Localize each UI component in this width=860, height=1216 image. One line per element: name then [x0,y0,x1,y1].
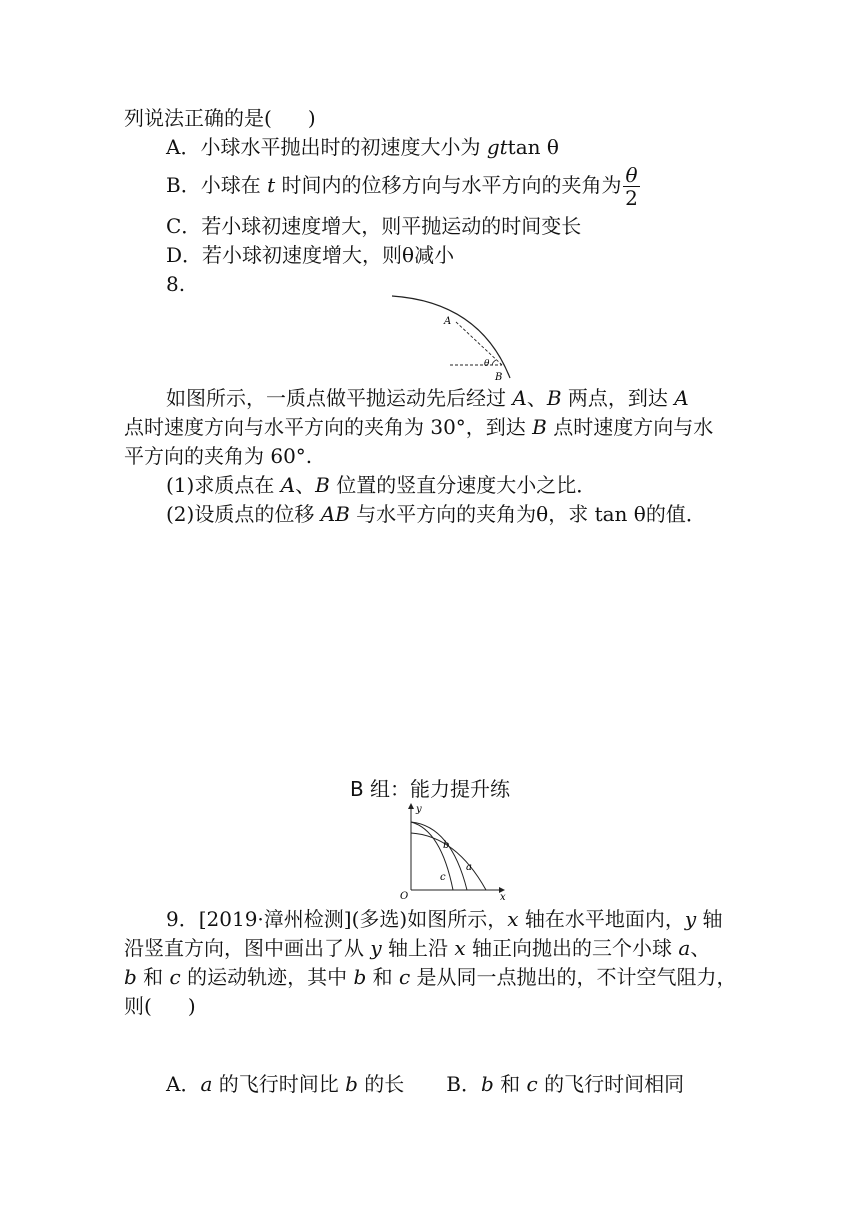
q7-option-c: C．若小球初速度增大，则平抛运动的时间变长 [166,214,582,238]
q7-option-d: D．若小球初速度增大，则θ减小 [166,243,455,267]
trajectory-b [411,822,467,890]
section-b-heading: B 组：能力提升练 [349,777,511,801]
q9-trajectories-figure [396,800,512,902]
q9-option-b: B．b 和 c 的飞行时间相同 [446,1072,685,1096]
label-o: O [400,891,409,902]
q9-stem-line3: b 和 c 的运动轨迹，其中 b 和 c 是从同一点抛出的，不计空气阻力， [124,965,737,989]
q8-number: 8. [166,272,186,296]
q8-paragraph-line3: 平方向的夹角为 60°. [124,444,313,468]
q7-option-b: B．小球在 t 时间内的位移方向与水平方向的夹角为 $\frac{\theta}{2}$ [166,163,638,210]
label-a: a [466,862,472,873]
label-theta: θ [484,359,490,369]
q9-stem-line2: 沿竖直方向，图中画出了从 y 轴上沿 x 轴正向抛出的三个小球 a、 [124,936,711,960]
label-a: A [444,316,452,327]
label-c: c [440,872,446,883]
q9-stem-line1: 9．[2019·漳州检测](多选)如图所示，x 轴在水平地面内，y 轴 [166,907,723,931]
label-b: b [443,840,450,851]
q9-stem-line4: 则( ) [124,994,196,1018]
displacement-dashed-line [456,322,502,365]
label-b: B [495,372,503,383]
q8-subquestion-1: (1)求质点在 A、B 位置的竖直分速度大小之比． [166,473,597,497]
theta-over-2-fraction: $\frac{\theta}{2}$ [625,163,638,210]
q7-stem-tail: 列说法正确的是( ) [124,106,316,130]
q8-subquestion-2: (2)设质点的位移 AB 与水平方向的夹角为θ，求 tan θ的值． [166,502,706,526]
trajectory-c [411,822,453,890]
q8-trajectory-figure [380,290,520,386]
parabola-curve [392,296,510,378]
q7-option-a: A．小球水平抛出时的初速度大小为 gttan θ [166,135,559,159]
q8-paragraph-line1: 如图所示，一质点做平抛运动先后经过 A、B 两点，到达 A [166,386,689,410]
q8-paragraph-line2: 点时速度方向与水平方向的夹角为 30°，到达 B 点时速度方向与水 [124,415,714,439]
label-x: x [500,892,506,902]
q9-options-row [166,1070,684,1098]
q9-option-a: A．a 的飞行时间比 b 的长 [166,1072,405,1096]
theta-arc [492,360,496,365]
label-y: y [416,804,422,815]
